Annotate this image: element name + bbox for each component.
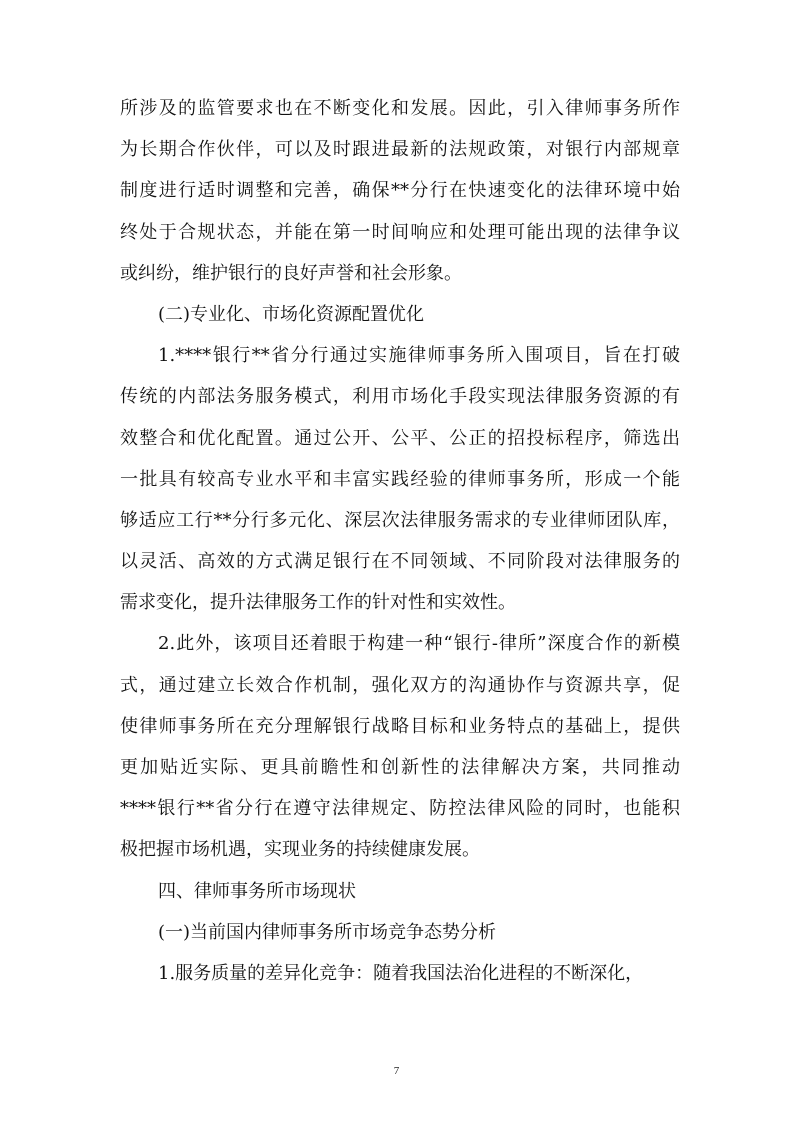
text-line: 式，通过建立长效合作机制，强化双方的沟通协作与资源共享，促 (120, 674, 680, 696)
text-line: 传统的内部法务服务模式，利用市场化手段实现法律服务资源的有 (120, 386, 680, 408)
text-line: 为长期合作伙伴，可以及时跟进最新的法规政策，对银行内部规章 (120, 139, 680, 161)
text-line: 终处于合规状态，并能在第一时间响应和处理可能出现的法律争议 (120, 221, 680, 243)
text-line: 或纠纷，维护银行的良好声誉和社会形象。 (120, 262, 462, 284)
body-text (120, 88, 680, 994)
text-line: ****银行**省分行在遵守法律规定、防控法律风险的同时，也能积 (120, 798, 680, 820)
text-line: 极把握市场机遇，实现业务的持续健康发展。 (120, 839, 480, 861)
text-line: 一批具有较高专业水平和丰富实践经验的律师事务所，形成一个能 (120, 468, 680, 490)
subsection-heading: (一)当前国内律师事务所市场竞争态势分析 (158, 921, 497, 943)
text-line: 使律师事务所在充分理解银行战略目标和业务特点的基础上，提供 (120, 715, 680, 737)
text-line: 1.服务质量的差异化竞争：随着我国法治化进程的不断深化， (158, 962, 644, 984)
text-line: 需求变化，提升法律服务工作的针对性和实效性。 (120, 592, 516, 614)
section-heading: 四、律师事务所市场现状 (158, 880, 356, 902)
text-line: 所涉及的监管要求也在不断变化和发展。因此，引入律师事务所作 (120, 98, 680, 119)
text-line: 2.此外，该项目还着眼于构建一种“银行-律所”深度合作的新模 (158, 633, 680, 655)
page-number: 7 (393, 1065, 400, 1077)
text-line: 以灵活、高效的方式满足银行在不同领域、不同阶段对法律服务的 (120, 551, 680, 573)
text-line: 更加贴近实际、更具前瞻性和创新性的法律解决方案，共同推动 (120, 757, 680, 778)
text-line: 够适应工行**分行多元化、深层次法律服务需求的专业律师团队库， (120, 509, 680, 531)
section-heading: (二)专业化、市场化资源配置优化 (158, 303, 425, 325)
text-line: 效整合和优化配置。通过公开、公平、公正的招投标程序，筛选出 (120, 427, 680, 449)
text-line: 1.****银行**省分行通过实施律师事务所入围项目，旨在打破 (158, 345, 680, 367)
text-line: 制度进行适时调整和完善，确保**分行在快速变化的法律环境中始 (120, 180, 680, 202)
